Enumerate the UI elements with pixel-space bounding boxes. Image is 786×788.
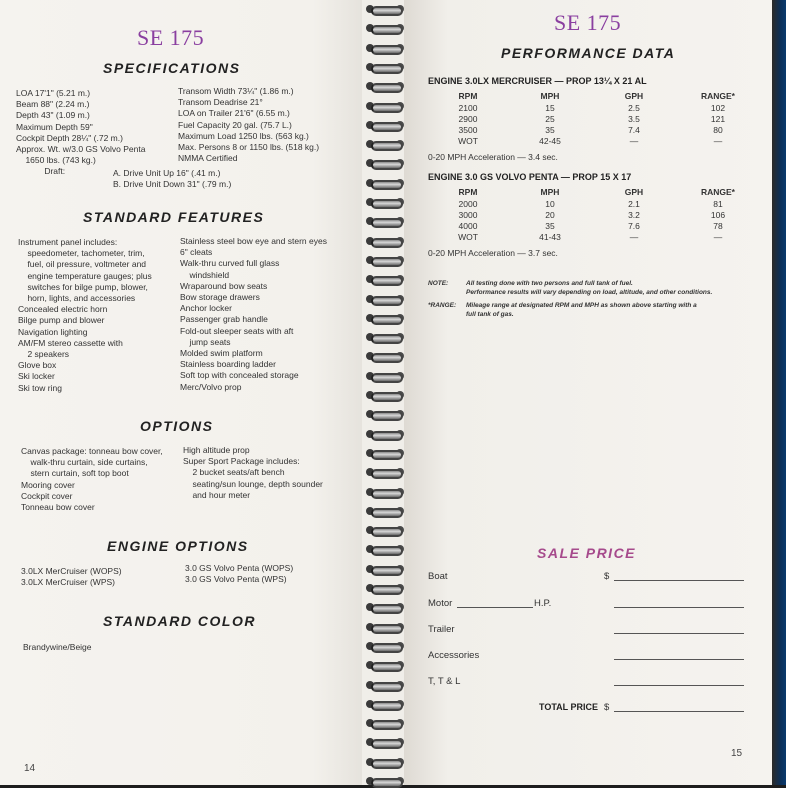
table-cell: 81 xyxy=(713,198,723,209)
options-heading: OPTIONS xyxy=(140,418,214,434)
spiral-coil xyxy=(362,562,408,576)
table-cell: 2.5 xyxy=(628,102,640,113)
features-col2 xyxy=(180,236,327,393)
engine1-title: ENGINE 3.0LX MERCRUISER — PROP 13¼ X 21 AL xyxy=(428,76,647,86)
feature-line: Stainless steel bow eye and stern eyes xyxy=(180,236,327,246)
table-header: RPM xyxy=(458,91,478,101)
spiral-coil xyxy=(362,176,408,190)
feature-line: Anchor locker xyxy=(180,303,232,314)
spiral-coil xyxy=(362,41,408,55)
table-cell: — xyxy=(629,231,639,242)
table-cell: WOT xyxy=(458,135,478,146)
option-line: stern curtain, soft top boot xyxy=(21,468,129,479)
table-header: RPM xyxy=(458,187,478,197)
table-cell: 3500 xyxy=(458,124,478,135)
spiral-coil xyxy=(362,60,408,74)
option-line: seating/sun lounge, depth sounder xyxy=(183,478,323,489)
feature-line: Bilge pump and blower xyxy=(18,315,105,326)
engine-options-heading: ENGINE OPTIONS xyxy=(107,538,249,554)
features-col1 xyxy=(18,237,152,394)
spiral-coil xyxy=(362,369,408,383)
spiral-coil xyxy=(362,735,408,749)
engine2-title: ENGINE 3.0 GS VOLVO PENTA — PROP 15 X 17 xyxy=(428,172,632,182)
spec-line: LOA on Trailer 21'6" (6.55 m.) xyxy=(178,108,290,119)
feature-line: Ski locker xyxy=(18,371,55,382)
option-line: Mooring cover xyxy=(21,479,75,490)
feature-line: Merc/Volvo prop xyxy=(180,381,242,392)
table-row xyxy=(428,135,760,146)
feature-line: 2 speakers xyxy=(18,349,70,360)
spiral-coil xyxy=(362,388,408,402)
engine-option-line: 3.0LX MerCruiser (WPS) xyxy=(21,577,115,588)
motor-price-field[interactable] xyxy=(614,607,744,608)
spiral-coil xyxy=(362,465,408,479)
feature-line: speedometer, tachometer, trim, xyxy=(18,248,145,259)
table-cell: 2000 xyxy=(458,198,478,209)
spiral-coil xyxy=(362,79,408,93)
table-cell: — xyxy=(629,135,639,146)
spec-line: Cockpit Depth 28¼" (.72 m.) xyxy=(16,132,123,143)
spiral-coil xyxy=(362,407,408,421)
motor-label: Motor xyxy=(428,598,453,609)
table-cell: 25 xyxy=(545,113,555,124)
spiral-coil xyxy=(362,330,408,344)
option-line: Canvas package: tonneau bow cover, xyxy=(21,446,163,456)
feature-line: windshield xyxy=(180,269,230,280)
spiral-coil xyxy=(362,253,408,267)
table-header: GPH xyxy=(624,187,644,197)
spiral-coil xyxy=(362,485,408,499)
table-cell: 3.2 xyxy=(628,209,640,220)
spiral-coil xyxy=(362,214,408,228)
feature-line: switches for bilge pump, blower, xyxy=(18,281,148,292)
spec-line: Fuel Capacity 20 gal. (75.7 L.) xyxy=(178,119,292,130)
option-line: Tonneau bow cover xyxy=(21,502,95,513)
spiral-coil xyxy=(362,2,408,16)
engine1-acceleration: 0-20 MPH Acceleration — 3.4 sec. xyxy=(428,152,558,162)
spiral-coil xyxy=(362,234,408,248)
spiral-coil xyxy=(362,427,408,441)
hp-label: H.P. xyxy=(534,598,552,609)
performance-table xyxy=(428,90,760,146)
spec-line: Approx. Wt. w/3.0 GS Volvo Penta xyxy=(16,144,146,155)
table-row xyxy=(428,124,760,135)
spiral-coil xyxy=(362,446,408,460)
table-cell: 121 xyxy=(710,113,726,124)
spec-line: Beam 88" (2.24 m.) xyxy=(16,99,90,110)
table-header: MPH xyxy=(540,91,560,101)
table-row xyxy=(428,113,760,124)
right-page xyxy=(404,0,772,785)
cover-edge xyxy=(772,0,786,785)
table-cell: 102 xyxy=(710,102,726,113)
spiral-coil xyxy=(362,311,408,325)
range-text: Mileage range at designated RPM and MPH as shown above starting with a full tank of gas. xyxy=(466,302,697,318)
feature-line: fuel, oil pressure, voltmeter and xyxy=(18,259,147,270)
table-header: RANGE* xyxy=(700,187,735,197)
spec-line: Maximum Depth 59" xyxy=(16,121,93,132)
table-row xyxy=(428,220,760,231)
table-row xyxy=(428,198,760,209)
trailer-label: Trailer xyxy=(428,624,455,635)
spec-line: LOA 17'1" (5.21 m.) xyxy=(16,88,91,98)
feature-line: Passenger grab handle xyxy=(180,314,268,325)
engine2-acceleration: 0-20 MPH Acceleration — 3.7 sec. xyxy=(428,248,558,258)
feature-line: Ski tow ring xyxy=(18,382,62,393)
spec-draft xyxy=(113,168,231,190)
table-cell: 3000 xyxy=(458,209,478,220)
sale-price-heading: SALE PRICE xyxy=(537,545,637,561)
spiral-coil xyxy=(362,658,408,672)
feature-line: Navigation lighting xyxy=(18,326,88,337)
boat-price-field[interactable] xyxy=(614,580,744,581)
option-line: High altitude prop xyxy=(183,445,250,455)
feature-line: Glove box xyxy=(18,360,57,371)
table-header: RANGE* xyxy=(700,91,735,101)
specifications-heading: SPECIFICATIONS xyxy=(103,60,241,76)
spiral-coil xyxy=(362,272,408,286)
left-model-title: SE 175 xyxy=(137,25,205,50)
spiral-coil xyxy=(362,716,408,730)
table-cell: — xyxy=(713,231,723,242)
table-cell: 7.4 xyxy=(628,124,640,135)
spec-line: Depth 43" (1.09 m.) xyxy=(16,110,90,121)
spiral-coil xyxy=(362,523,408,537)
total-price-field[interactable] xyxy=(614,711,744,712)
table-cell: 3.5 xyxy=(628,113,640,124)
spiral-coil xyxy=(362,504,408,518)
spec-line: Maximum Load 1250 lbs. (563 kg.) xyxy=(178,130,309,141)
standard-color-value: Brandywine/Beige xyxy=(23,642,92,652)
table-cell: 35 xyxy=(545,220,555,231)
table-cell: 106 xyxy=(710,209,726,220)
spec-line: 1650 lbs. (743 kg.) xyxy=(16,155,96,166)
performance-data-heading: PERFORMANCE DATA xyxy=(501,45,676,61)
table-cell: 2900 xyxy=(458,113,478,124)
table-cell: 2100 xyxy=(458,102,478,113)
option-line: 2 bucket seats/aft bench xyxy=(183,467,285,478)
option-line: and hour meter xyxy=(183,489,251,500)
spiral-coil xyxy=(362,195,408,209)
feature-line: AM/FM stereo cassette with xyxy=(18,337,123,348)
ttl-label: T, T & L xyxy=(428,676,461,687)
table-cell: WOT xyxy=(458,231,478,242)
options-col2 xyxy=(183,445,323,501)
spiral-coil xyxy=(362,292,408,306)
table-header: GPH xyxy=(624,91,644,101)
spiral-coil xyxy=(362,774,408,788)
spiral-coil xyxy=(362,156,408,170)
spec-line: NMMA Certified xyxy=(178,153,238,164)
engine-options-col2 xyxy=(185,563,293,585)
left-page xyxy=(0,0,368,785)
option-line: Cockpit cover xyxy=(21,490,73,501)
option-line: walk-thru curtain, side curtains, xyxy=(21,457,148,468)
spec-col2 xyxy=(178,86,319,164)
table-cell: 20 xyxy=(545,209,555,220)
right-page-number: 15 xyxy=(731,748,743,759)
boat-label: Boat xyxy=(428,571,448,582)
feature-line: Walk-thru curved full glass xyxy=(180,258,280,269)
note-label: NOTE: xyxy=(428,280,449,287)
spiral-coil xyxy=(362,678,408,692)
right-model-title: SE 175 xyxy=(554,10,622,35)
feature-line: Bow storage drawers xyxy=(180,292,260,303)
note-text: All testing done with two persons and full tank of fuel. Performance results will vary depending on load, altitude, and other conditions. xyxy=(466,280,713,296)
standard-features-heading: STANDARD FEATURES xyxy=(83,209,265,225)
feature-line: Instrument panel includes: xyxy=(18,237,118,247)
table-row xyxy=(428,209,760,220)
total-price-label: TOTAL PRICE xyxy=(539,702,599,712)
spiral-coil xyxy=(362,349,408,363)
engine-option-line: 3.0LX MerCruiser (WOPS) xyxy=(21,566,122,576)
draft-line: B. Drive Unit Down 31" (.79 m.) xyxy=(113,179,232,190)
spiral-coil xyxy=(362,137,408,151)
spiral-coil xyxy=(362,118,408,132)
table-row xyxy=(428,231,760,242)
feature-line: Stainless boarding ladder xyxy=(180,359,276,370)
engine2-table xyxy=(428,186,760,242)
feature-line: Molded swim platform xyxy=(180,348,263,359)
draft-line: A. Drive Unit Up 16" (.41 m.) xyxy=(113,168,221,178)
table-row xyxy=(428,102,760,113)
table-cell: 35 xyxy=(545,124,555,135)
table-cell: 78 xyxy=(713,220,723,231)
trailer-price-field[interactable] xyxy=(614,633,744,634)
feature-line: Fold-out sleeper seats with aft xyxy=(180,325,294,336)
total-dollar: $ xyxy=(604,702,610,713)
accessories-label: Accessories xyxy=(428,650,480,661)
spiral-coil xyxy=(362,755,408,769)
feature-line: Concealed electric horn xyxy=(18,304,108,315)
spec-line: Draft: xyxy=(16,166,66,177)
spiral-coil xyxy=(362,542,408,556)
spiral-coil xyxy=(362,21,408,35)
table-cell: 4000 xyxy=(458,220,478,231)
performance-table xyxy=(428,186,760,242)
motor-hp-field[interactable] xyxy=(457,607,533,608)
table-cell: 7.6 xyxy=(628,220,640,231)
engine-option-line: 3.0 GS Volvo Penta (WOPS) xyxy=(185,563,294,573)
boat-dollar: $ xyxy=(604,571,610,582)
engine1-table xyxy=(428,90,760,146)
spec-col1 xyxy=(16,88,145,178)
spec-line: Max. Persons 8 or 1150 lbs. (518 kg.) xyxy=(178,142,320,153)
accessories-price-field[interactable] xyxy=(614,659,744,660)
spiral-coil xyxy=(362,581,408,595)
table-cell: 10 xyxy=(545,198,555,209)
engine-options-col1 xyxy=(21,566,122,588)
left-page-number: 14 xyxy=(24,763,36,774)
feature-line: horn, lights, and accessories xyxy=(18,293,136,304)
table-cell: 15 xyxy=(545,102,555,113)
range-label: *RANGE: xyxy=(428,302,457,309)
feature-line: jump seats xyxy=(180,336,231,347)
spec-line: Transom Deadrise 21° xyxy=(178,97,263,108)
table-cell: — xyxy=(713,135,723,146)
option-line: Super Sport Package includes: xyxy=(183,456,300,467)
options-col1 xyxy=(21,446,163,513)
spiral-coil xyxy=(362,99,408,113)
spec-line: Transom Width 73¼" (1.86 m.) xyxy=(178,86,294,96)
spiral-coil xyxy=(362,639,408,653)
spiral-coil xyxy=(362,600,408,614)
table-cell: 42-45 xyxy=(539,135,561,146)
table-header: MPH xyxy=(540,187,560,197)
table-cell: 80 xyxy=(713,124,723,135)
table-cell: 2.1 xyxy=(628,198,640,209)
spiral-coil xyxy=(362,697,408,711)
spiral-coil xyxy=(362,620,408,634)
ttl-price-field[interactable] xyxy=(614,685,744,686)
feature-line: engine temperature gauges; plus xyxy=(18,270,152,281)
feature-line: Wraparound bow seats xyxy=(180,280,268,291)
standard-color-heading: STANDARD COLOR xyxy=(103,613,256,629)
spiral-binding xyxy=(362,0,408,785)
feature-line: Soft top with concealed storage xyxy=(180,370,299,381)
table-cell: 41-43 xyxy=(539,231,561,242)
engine-option-line: 3.0 GS Volvo Penta (WPS) xyxy=(185,574,287,585)
feature-line: 6" cleats xyxy=(180,247,213,258)
